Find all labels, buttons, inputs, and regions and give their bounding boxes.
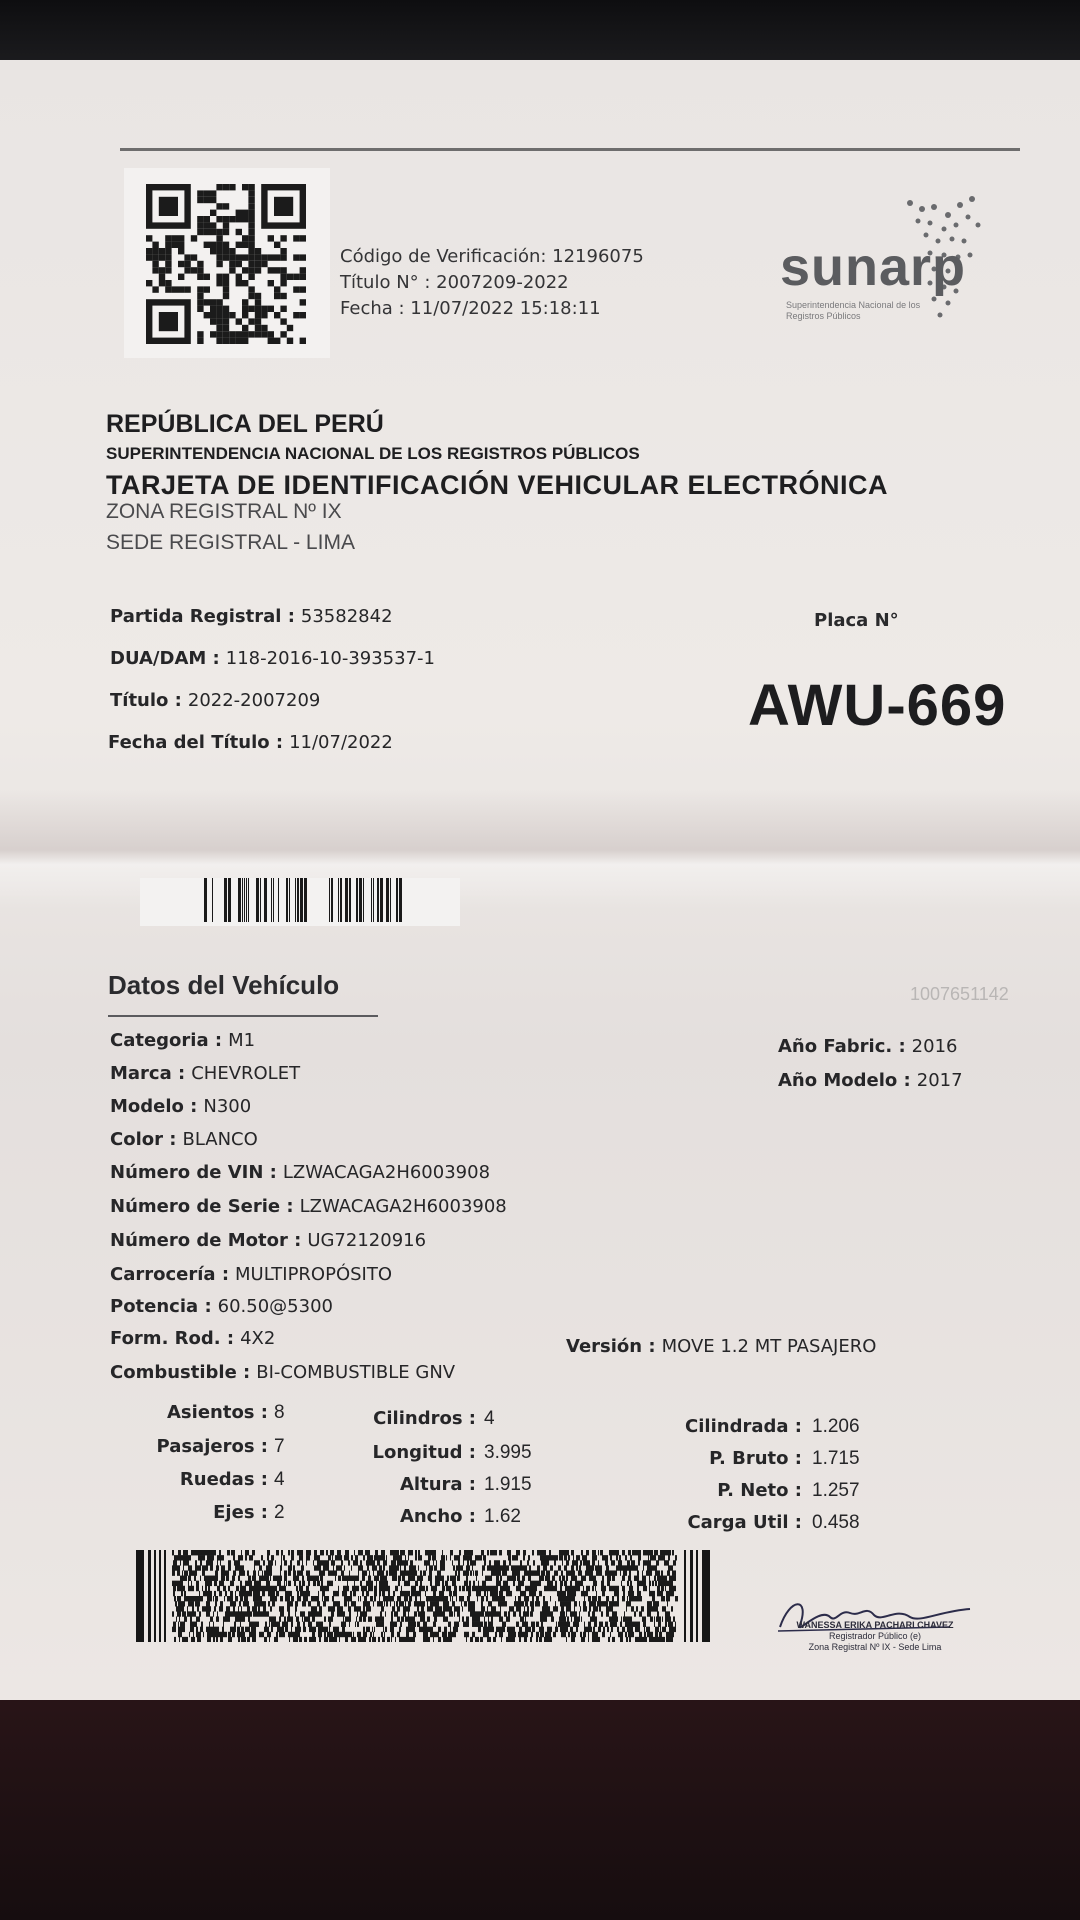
field-p-neto [717,1480,802,1502]
signature-block [790,1620,960,1653]
field-carga-util-value: 0.458 [812,1512,860,1533]
small-barcode-icon [204,878,404,926]
field-label: Número de VIN : [110,1162,277,1183]
field-ruedas [180,1469,268,1491]
field-asientos-value: 8 [274,1402,285,1423]
field-label: Número de Serie : [110,1196,294,1217]
field-titulo-label: Título : [110,690,182,711]
field-value: MULTIPROPÓSITO [235,1264,393,1285]
signer-role: Registrador Público (e) [828,1631,922,1641]
field-altura [400,1474,476,1496]
field-value: MOVE 1.2 MT PASAJERO [661,1336,877,1357]
field-dua-value: 118-2016-10-393537-1 [225,648,435,669]
field-label: Modelo : [110,1096,198,1117]
field-cilindrada-value: 1.206 [812,1416,860,1437]
field-categoria [110,1030,255,1052]
section-rule [108,1015,378,1017]
header-republica: REPÚBLICA DEL PERÚ [106,410,384,438]
header-tarjeta: TARJETA DE IDENTIFICACIÓN VEHICULAR ELECTRÓNICA [106,470,889,500]
field-form-rod [110,1328,275,1350]
field-partida-value: 53582842 [300,606,393,627]
field-combustible [110,1362,455,1384]
field-anio-modelo [778,1070,963,1092]
field-label: Carga Util : [687,1512,802,1533]
field-serie [110,1196,507,1218]
field-fecha-titulo-label: Fecha del Título : [108,732,284,753]
sunarp-logo-subtitle: Superintendencia Nacional de los Registros Públicos [786,300,921,321]
field-dua [110,648,435,670]
field-value: BI-COMBUSTIBLE GNV [256,1362,456,1383]
field-label: Asientos : [167,1402,268,1423]
field-ejes [213,1502,268,1524]
field-value: BLANCO [182,1129,258,1150]
placa-label: Placa N° [814,610,899,631]
section-title-vehiculo: Datos del Vehículo [108,970,340,1000]
field-longitud [373,1442,476,1464]
field-label: Ruedas : [179,1469,268,1490]
field-value: LZWACAGA2H6003908 [299,1196,507,1217]
background-bottom [0,1680,1080,1920]
pdf417-barcode-icon [136,1550,710,1642]
top-rule [120,148,1020,151]
header-superintendencia: SUPERINTENDENCIA NACIONAL DE LOS REGISTROS PÚBLICOS [106,444,640,463]
field-label: Form. Rod. : [110,1328,235,1349]
field-cilindrada [685,1416,802,1438]
field-label: P. Neto : [717,1480,802,1501]
field-carroceria [110,1264,392,1286]
field-version [566,1336,876,1358]
field-label: Pasajeros : [156,1436,268,1457]
document-serial: 1007651142 [910,984,1009,1004]
field-value: 2017 [916,1070,963,1091]
title-number: Título N° : 2007209-2022 [340,272,569,293]
field-p-bruto-value: 1.715 [812,1448,860,1469]
pdf417-barcode [136,1550,710,1642]
field-value: UG72120916 [307,1230,427,1251]
field-vin [110,1162,490,1184]
field-label: Categoria : [110,1030,223,1051]
field-altura-value: 1.915 [484,1474,532,1495]
field-label: Marca : [110,1063,186,1084]
small-barcode [140,878,460,926]
field-marca [110,1063,300,1085]
field-value: N300 [203,1096,252,1117]
field-anio-fabric [778,1036,957,1058]
field-label: Año Modelo : [778,1070,911,1091]
sunarp-logo-text: sunarp [780,237,967,297]
field-p-neto-value: 1.257 [812,1480,860,1501]
field-partida [110,606,393,628]
field-pasajeros-value: 7 [274,1436,285,1457]
field-label: Cilindros : [373,1408,476,1429]
field-fecha-titulo [108,732,393,754]
signer-name: WANESSA ERIKA PACHARI CHAVEZ [796,1620,954,1630]
header-zona: ZONA REGISTRAL Nº IX [106,500,342,523]
field-label: Versión : [566,1336,656,1357]
qr-code [124,168,330,358]
field-label: P. Bruto : [709,1448,802,1469]
qr-code-icon [146,184,306,344]
verification-code: Código de Verificación: 12196075 [340,246,644,267]
field-value: M1 [228,1030,256,1051]
field-label: Combustible : [110,1362,251,1383]
field-titulo-value: 2022-2007209 [187,690,321,711]
field-label: Longitud : [372,1442,476,1463]
field-partida-label: Partida Registral : [110,606,295,627]
field-ejes-value: 2 [274,1502,285,1523]
field-modelo [110,1096,251,1118]
placa-value: AWU-669 [748,673,1007,738]
field-longitud-value: 3.995 [484,1442,532,1463]
field-fecha-titulo-value: 11/07/2022 [289,732,393,753]
field-p-bruto [709,1448,802,1470]
field-value: 2016 [911,1036,958,1057]
field-value: 4X2 [240,1328,276,1349]
field-label: Número de Motor : [110,1230,302,1251]
field-titulo [110,690,320,712]
field-ruedas-value: 4 [274,1469,285,1490]
field-value: 60.50@5300 [217,1296,333,1317]
field-potencia [110,1296,333,1318]
header-sede: SEDE REGISTRAL - LIMA [106,531,355,554]
field-carga-util [687,1512,802,1534]
field-value: LZWACAGA2H6003908 [282,1162,491,1183]
field-label: Color : [110,1129,177,1150]
field-cilindros [373,1408,476,1430]
field-ancho [400,1506,476,1528]
field-motor [110,1230,426,1252]
signer-zone: Zona Registral Nº IX - Sede Lima [808,1642,942,1652]
field-label: Ancho : [399,1506,476,1527]
field-label: Altura : [399,1474,476,1495]
field-label: Ejes : [213,1502,268,1523]
field-label: Año Fabric. : [778,1036,906,1057]
issue-date: Fecha : 11/07/2022 15:18:11 [340,298,601,319]
field-label: Cilindrada : [685,1416,802,1437]
field-ancho-value: 1.62 [484,1506,521,1527]
field-color [110,1129,258,1151]
field-asientos [167,1402,268,1424]
field-cilindros-value: 4 [484,1408,495,1429]
field-value: CHEVROLET [191,1063,301,1084]
field-pasajeros [156,1436,268,1458]
field-dua-label: DUA/DAM : [110,648,220,669]
field-label: Potencia : [110,1296,212,1317]
field-label: Carrocería : [110,1264,230,1285]
